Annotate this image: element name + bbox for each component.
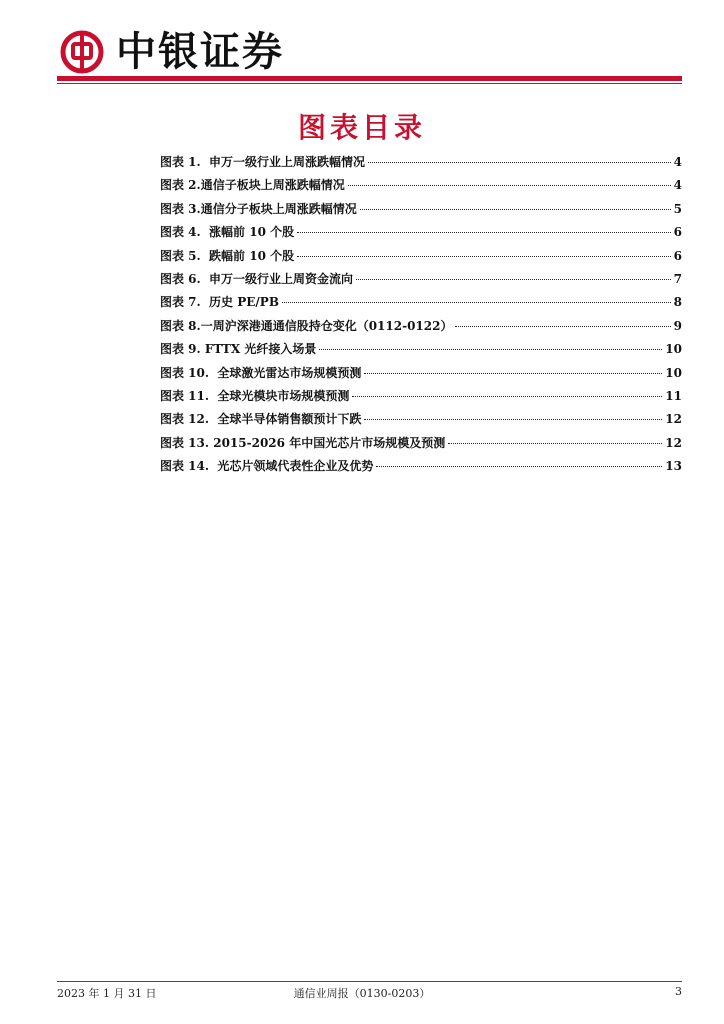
- toc-entry-label[interactable]: 图表 12. 全球半导体销售额预计下跌: [160, 412, 362, 427]
- toc-entry[interactable]: [160, 410, 682, 433]
- toc-entry-page[interactable]: 6: [673, 248, 682, 263]
- toc-entry-label[interactable]: 图表 4. 涨幅前 10 个股: [160, 225, 295, 240]
- toc-entry[interactable]: [160, 364, 682, 387]
- toc-dot-leader: [448, 443, 662, 444]
- toc-dot-leader: [364, 419, 662, 420]
- toc-entry-page[interactable]: 10: [665, 342, 682, 357]
- toc-entry[interactable]: [160, 434, 682, 457]
- toc-entry-page[interactable]: 12: [665, 412, 682, 427]
- page-header: [0, 0, 724, 90]
- footer-divider: [57, 981, 682, 982]
- toc-entry-page[interactable]: 4: [673, 178, 682, 193]
- toc-entry[interactable]: [160, 317, 682, 340]
- toc-dot-leader: [364, 373, 662, 374]
- footer-date: 2023 年 1 月 31 日: [57, 987, 157, 1000]
- toc-title: 图表目录: [297, 111, 426, 144]
- toc-dot-leader: [368, 162, 671, 163]
- brand-name: 中银证券: [116, 29, 284, 75]
- toc-entry-label[interactable]: 图表 14. 光芯片领域代表性企业及优势: [160, 459, 374, 474]
- toc-entry-page[interactable]: 4: [673, 155, 682, 169]
- toc-entry-page[interactable]: 8: [673, 295, 682, 310]
- toc-entry-label[interactable]: 图表 13. 2015-2026 年中国光芯片市场规模及预测: [160, 435, 446, 450]
- table-of-figures: [160, 153, 682, 480]
- toc-dot-leader: [282, 302, 671, 303]
- toc-entry-label[interactable]: 图表 7. 历史 PE/PB: [160, 295, 279, 310]
- toc-entry[interactable]: [160, 176, 682, 199]
- toc-entry-page[interactable]: 10: [665, 365, 682, 380]
- toc-entry[interactable]: [160, 223, 682, 246]
- toc-entry-label[interactable]: 图表 10. 全球激光雷达市场规模预测: [160, 365, 362, 380]
- toc-entry-label[interactable]: 图表 1. 申万一级行业上周涨跌幅情况: [160, 155, 366, 169]
- toc-entry-page[interactable]: 11: [665, 388, 682, 403]
- toc-entry-page[interactable]: 12: [665, 435, 682, 450]
- toc-entry-label[interactable]: 图表 9. FTTX 光纤接入场景: [160, 342, 317, 357]
- toc-dot-leader: [360, 209, 671, 210]
- toc-entry[interactable]: [160, 153, 682, 176]
- bank-of-china-logo-icon: [60, 30, 104, 74]
- toc-entry-label[interactable]: 图表 2.通信子板块上周涨跌幅情况: [160, 178, 345, 193]
- toc-entry-page[interactable]: 5: [673, 201, 682, 216]
- toc-entry-label[interactable]: 图表 11. 全球光模块市场规模预测: [160, 388, 350, 403]
- footer-page-number: 3: [675, 985, 682, 998]
- toc-entry[interactable]: [160, 200, 682, 223]
- toc-entry[interactable]: [160, 270, 682, 293]
- toc-entry[interactable]: [160, 387, 682, 410]
- toc-dot-leader: [319, 349, 662, 350]
- toc-dot-leader: [356, 279, 671, 280]
- toc-dot-leader: [455, 326, 670, 327]
- toc-dot-leader: [297, 232, 671, 233]
- toc-entry[interactable]: [160, 457, 682, 480]
- toc-entry-page[interactable]: 6: [673, 225, 682, 240]
- toc-entry-label[interactable]: 图表 5. 跌幅前 10 个股: [160, 248, 295, 263]
- toc-entry-page[interactable]: 13: [665, 459, 682, 474]
- header-divider: [57, 76, 682, 81]
- toc-entry-page[interactable]: 7: [673, 271, 682, 286]
- toc-dot-leader: [376, 466, 662, 467]
- toc-entry-page[interactable]: 9: [673, 318, 682, 333]
- toc-entry[interactable]: [160, 293, 682, 316]
- header-divider-thin: [57, 83, 682, 84]
- toc-entry-label[interactable]: 图表 6. 申万一级行业上周资金流向: [160, 271, 354, 286]
- toc-dot-leader: [352, 396, 662, 397]
- toc-entry[interactable]: [160, 247, 682, 270]
- toc-entry-label[interactable]: 图表 8.一周沪深港通通信股持仓变化（0112-0122）: [160, 318, 453, 333]
- toc-dot-leader: [297, 256, 671, 257]
- footer-report-title: 通信业周报（0130-0203）: [293, 987, 431, 1000]
- toc-dot-leader: [348, 185, 671, 186]
- toc-entry[interactable]: [160, 340, 682, 363]
- toc-entry-label[interactable]: 图表 3.通信分子板块上周涨跌幅情况: [160, 201, 357, 216]
